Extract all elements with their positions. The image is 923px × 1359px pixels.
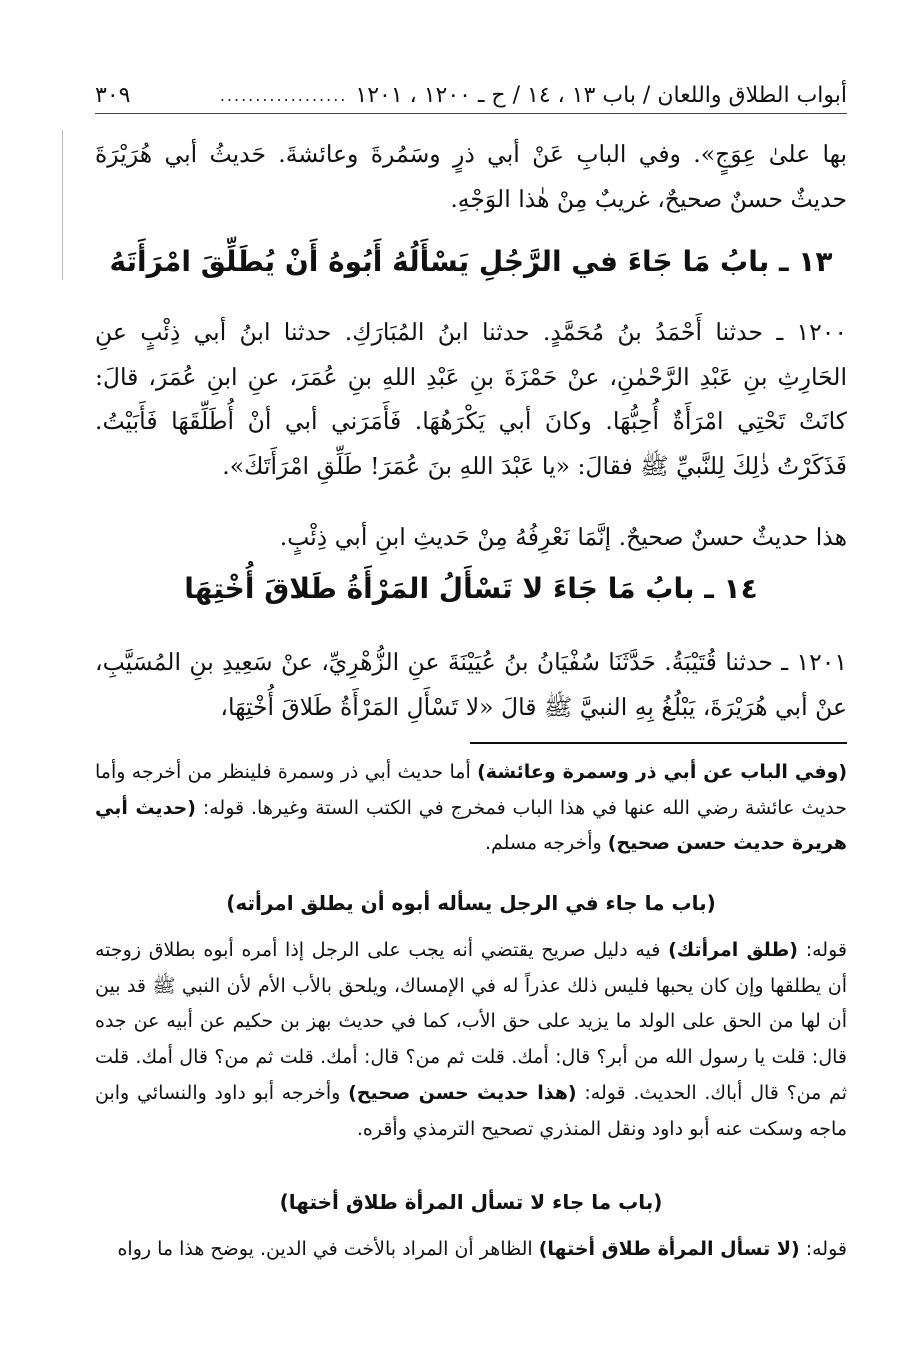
- header-rule: [95, 113, 847, 114]
- paragraph-continuation: بها علىٰ عِوَجٍ». وفي البابِ عَنْ أبي ذرٍ وسَمُرةَ وعائشةَ. حَديثُ أبي هُرَيْرَةَ حديثٌ حسنٌ صحيحٌ، غريبٌ مِنْ هٰذا الوَجْهِ.: [95, 140, 847, 213]
- commentary-text: قوله:: [799, 1238, 847, 1260]
- footnote-separator: [470, 742, 847, 744]
- commentary-quote: (حديث أبي هريرة حديث حسن صحيح): [95, 796, 847, 855]
- running-header: [95, 78, 847, 112]
- commentary-text: وأخرجه أبو داود والنسائي وابن ماجه وسكت عنه أبو داود ونقل المنذري تصحيح الترمذي وأقره.: [95, 1081, 847, 1140]
- page-number: ٣٠٩: [95, 82, 131, 108]
- running-title: أبواب الطلاق واللعان / باب ١٣ ، ١٤ / ح ـ ١٢٠٠ ، ١٢٠١: [355, 82, 847, 108]
- commentary-text: قوله:: [797, 939, 847, 961]
- commentary-paragraph-1: [95, 755, 847, 862]
- commentary-title-13: (باب ما جاء في الرجل يسأله أبوه أن يطلق امرأته): [226, 891, 716, 915]
- leader-dots: ..................: [219, 85, 348, 105]
- chapter-title-14: ١٤ ـ بابُ مَا جَاءَ لا تَسْأَلُ المَرْأَةُ طَلاقَ أُخْتِهَا: [184, 572, 758, 605]
- commentary-paragraph-2: [95, 933, 847, 1147]
- hadith-1200-grading: هذا حديثٌ حسنٌ صحيحٌ. إنَّمَا نَعْرِفُهُ مِنْ حَديثِ ابنِ أبي ذِئْبٍ.: [279, 523, 847, 551]
- hadith-1201: ١٢٠١ ـ حدثنا قُتَيْبَةُ. حَدَّثَنَا سُفْيَانُ بنُ عُيَيْنَةَ عنِ الزُّهْرِيِّ، عنْ سَعِيدِ بنِ المُسَيَّبِ، عنْ أبي هُرَيْرَةَ، يَبْلُغُ بِهِ النبيَّ ﷺ قالَ «لا تَسْأَلِ المَرْأَةُ طَلاقَ أُخْتِهَا،: [95, 648, 847, 721]
- commentary-quote: (وفي الباب عن أبي ذر وسمرة وعائشة): [477, 761, 847, 783]
- commentary-quote: (هذا حديث حسن صحيح): [348, 1081, 577, 1104]
- commentary-text: وأخرجه مسلم.: [484, 832, 608, 855]
- commentary-quote: (لا تسأل المرأة طلاق أختها): [538, 1238, 800, 1260]
- commentary-title-14: (باب ما جاء لا تسأل المرأة طلاق أختها): [279, 1190, 663, 1214]
- commentary-paragraph-3: [95, 1232, 847, 1268]
- commentary-text: الظاهر أن المراد بالأخت في الدين. يوضح هذا ما رواه: [117, 1238, 539, 1260]
- commentary-quote: (طلق امرأتك): [668, 939, 798, 961]
- commentary-text: أما حديث أبي ذر وسمرة فلينظر من أخرجه وأما حديث عائشة رضي الله عنها في هذا الباب فمخرج في الكتب الستة وغيرها. قوله:: [95, 761, 847, 819]
- chapter-title-13: ١٣ ـ بابُ مَا جَاءَ في الرَّجُلِ يَسْأَلُهُ أَبُوهُ أَنْ يُطَلِّقَ امْرَأَتَهُ: [109, 245, 833, 278]
- commentary-text: فيه دليل صريح يقتضي أنه يجب على الرجل إذا أمره أبوه بطلاق زوجته أن يطلقها وإن كان يحبها فليس ذلك عذراً له في الإمساك، ويلحق بالأب الأم لأن النبي ﷺ قد بين أن لها من الحق على الولد ما يزيد على حق الأب، كما في حديث بهز بن حكيم عن أبيه عن جده قال: قلت يا رسول الله من أبر؟ قال: أمك. قلت ثم من؟ قال: أمك. قلت ثم من؟ قال أمك. قلت ثم من؟ قال أباك. الحديث. قوله:: [95, 939, 847, 1104]
- hadith-1200: ١٢٠٠ ـ حدثنا أَحْمَدُ بنُ مُحَمَّدٍ. حدثنا ابنُ المُبَارَكِ. حدثنا ابنُ أبي ذِئْبٍ عنِ الحَارِثِ بنِ عَبْدِ الرَّحْمٰنِ، عنْ حَمْزَةَ بنِ عَبْدِ اللهِ بنِ عُمَرَ، عنِ ابنِ عُمَرَ، قالَ: كانَتْ تَحْتِي امْرَأَةٌ أُحِبُّهَا. وكانَ أبي يَكْرَهُهَا. فَأَمَرَني أبي أنْ أُطَلِّقَهَا فَأَبَيْتُ. فَذَكَرْتُ ذٰلِكَ لِلنَّبيِّ ﷺ فقالَ: «يا عَبْدَ اللهِ بنَ عُمَرَ! طَلِّقِ امْرَأَتَكَ».: [95, 318, 847, 480]
- scan-gutter-mark: [62, 130, 63, 280]
